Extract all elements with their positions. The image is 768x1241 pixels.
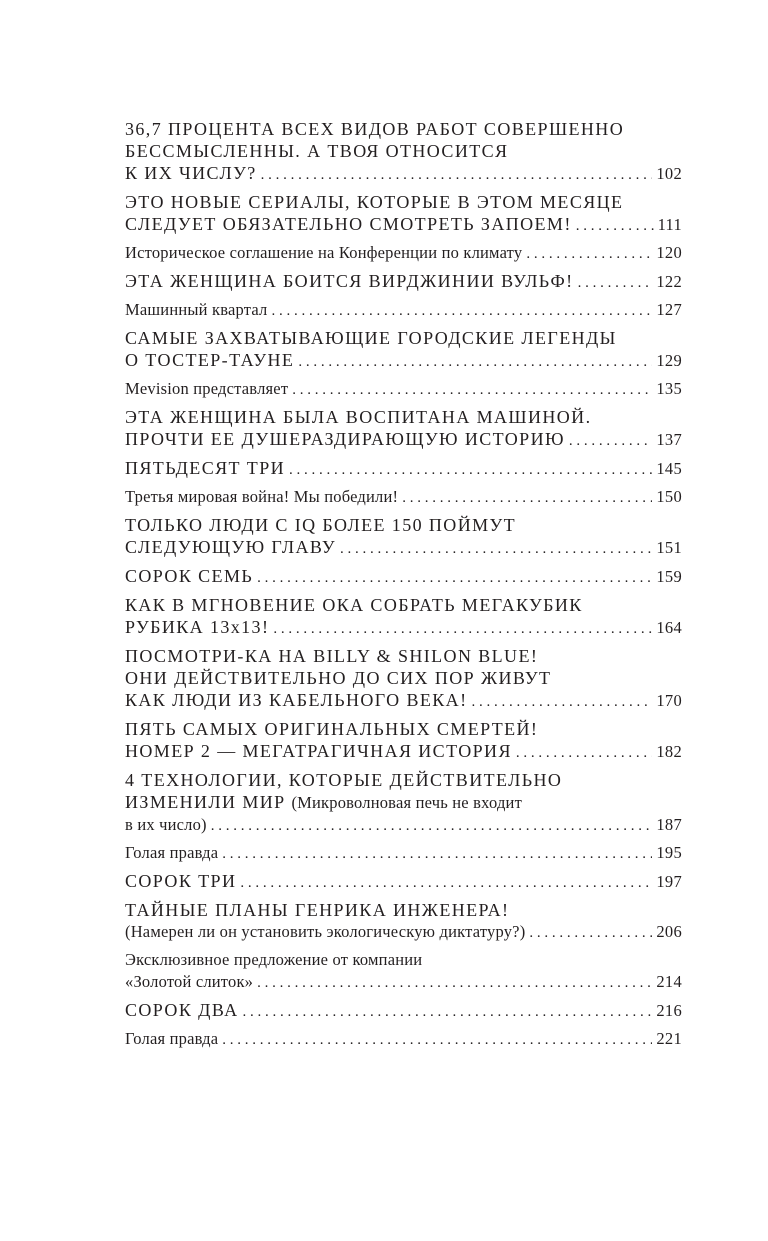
page-number: 150 [656,487,682,506]
page-number: 206 [656,922,682,941]
dot-leader [578,272,653,294]
entry-title-line: КАК В МГНОВЕНИЕ ОКА СОБРАТЬ МЕГАКУБИК [125,595,583,615]
dot-leader [257,567,652,589]
toc-entry[interactable] [125,406,682,452]
toc-entry[interactable] [125,645,682,713]
dot-leader [257,972,652,994]
entry-title-line: СОРОК ТРИ [125,871,237,891]
page-number: 129 [656,351,682,370]
entry-title-line: Голая правда [125,1029,219,1048]
dot-leader [261,164,653,186]
page-number: 120 [656,243,682,262]
entry-title-line: ПОСМОТРИ-КА НА BILLY & SHILON BLUE! [125,646,539,666]
page-number: 137 [656,430,682,449]
dot-leader [516,742,652,764]
entry-title-line: К ИХ ЧИСЛУ? [125,163,257,183]
toc-entry[interactable] [125,899,682,944]
toc-entry[interactable] [125,949,682,994]
dot-leader [222,1029,652,1051]
entry-title-line [125,791,682,814]
dot-leader [529,922,652,944]
page-number: 159 [656,567,682,586]
page-number: 195 [656,843,682,862]
dot-leader [272,300,653,322]
dot-leader [402,487,652,509]
entry-title-line: «Золотой слиток» [125,972,254,991]
toc-entry[interactable] [125,594,682,640]
entry-title-line: ПЯТЬДЕСЯТ ТРИ [125,458,286,478]
entry-title-line: САМЫЕ ЗАХВАТЫВАЮЩИЕ ГОРОДСКИЕ ЛЕГЕНДЫ [125,328,617,348]
dot-leader [298,351,652,373]
entry-title-line: СОРОК ДВА [125,1000,239,1020]
entry-title-line: Историческое соглашение на Конференции по климату [125,243,523,262]
entry-title-line: СЛЕДУЮЩУЮ ГЛАВУ [125,537,336,557]
entry-subtitle: в их число) [125,815,207,834]
entry-title-line: СЛЕДУЕТ ОБЯЗАТЕЛЬНО СМОТРЕТЬ ЗАПОЕМ! [125,214,572,234]
entry-title-line: ЭТА ЖЕНЩИНА БЫЛА ВОСПИТАНА МАШИНОЙ. [125,407,592,427]
page-number: 170 [656,691,682,710]
dot-leader [471,691,652,713]
toc-entry[interactable] [125,327,682,373]
dot-leader [340,538,652,560]
entry-title-line: 4 ТЕХНОЛОГИИ, КОТОРЫЕ ДЕЙСТВИТЕЛЬНО [125,770,563,790]
entry-title-line: СОРОК СЕМЬ [125,566,254,586]
page-number: 135 [656,379,682,398]
entry-subtitle: (Намерен ли он установить экологическую диктатуру?) [125,922,526,941]
dot-leader [222,843,652,865]
entry-title-line: ЭТА ЖЕНЩИНА БОИТСЯ ВИРДЖИНИИ ВУЛЬФ! [125,271,574,291]
entry-title-line: КАК ЛЮДИ ИЗ КАБЕЛЬНОГО ВЕКА! [125,690,468,710]
toc-entry[interactable] [125,999,682,1023]
page-number: 122 [656,272,682,291]
entry-title-line: ТАЙНЫЕ ПЛАНЫ ГЕНРИКА ИНЖЕНЕРА! [125,900,510,920]
entry-title-line: Эксклюзивное предложение от компании [125,950,423,969]
dot-leader [211,815,653,837]
entry-title-line: Голая правда [125,843,219,862]
entry-title-line: ЭТО НОВЫЕ СЕРИАЛЫ, КОТОРЫЕ В ЭТОМ МЕСЯЦЕ [125,192,624,212]
page-number: 214 [656,972,682,991]
entry-title-line: ПРОЧТИ ЕЕ ДУШЕРАЗДИРАЮЩУЮ ИСТОРИЮ [125,429,565,449]
page-number: 145 [656,459,682,478]
toc-entry[interactable] [125,565,682,589]
entry-title-line: Mevision представляет [125,379,289,398]
entry-title-line: НОМЕР 2 — МЕГАТРАГИЧНАЯ ИСТОРИЯ [125,741,512,761]
entry-title-line: БЕССМЫСЛЕННЫ. А ТВОЯ ОТНОСИТСЯ [125,141,509,161]
toc-entry[interactable] [125,191,682,237]
entry-title-line: РУБИКА 13x13! [125,617,270,637]
entry-title-line: Машинный квартал [125,300,268,319]
page-number: 111 [657,215,682,234]
toc-entry[interactable] [125,242,682,265]
toc-entry[interactable] [125,378,682,401]
toc-entry[interactable] [125,842,682,865]
toc-entry[interactable] [125,457,682,481]
dot-leader [243,1001,653,1023]
toc-entry[interactable] [125,486,682,509]
entry-title-line: ОНИ ДЕЙСТВИТЕЛЬНО ДО СИХ ПОР ЖИВУТ [125,668,552,688]
entry-title-line: Третья мировая война! Мы победили! [125,487,399,506]
dot-leader [576,215,654,237]
page-number: 182 [656,742,682,761]
page-number: 216 [656,1001,682,1020]
toc-entry[interactable] [125,118,682,186]
toc-entry[interactable] [125,299,682,322]
dot-leader [292,379,652,401]
dot-leader [240,872,652,894]
page-number: 127 [656,300,682,319]
entry-subtitle: (Микроволновая печь не входит [291,793,522,812]
page-number: 102 [656,164,682,183]
entry-title-line: ПЯТЬ САМЫХ ОРИГИНАЛЬНЫХ СМЕРТЕЙ! [125,719,539,739]
toc-entry[interactable] [125,270,682,294]
table-of-contents [125,118,682,1056]
page-number: 187 [656,815,682,834]
page-number: 151 [656,538,682,557]
dot-leader [526,243,652,265]
page-number: 221 [656,1029,682,1048]
entry-title-line: ТОЛЬКО ЛЮДИ С IQ БОЛЕЕ 150 ПОЙМУТ [125,515,517,535]
toc-entry[interactable] [125,769,682,837]
dot-leader [273,618,652,640]
toc-entry[interactable] [125,718,682,764]
toc-entry[interactable] [125,1028,682,1051]
entry-title-caps: ИЗМЕНИЛИ МИР [125,792,292,812]
toc-entry[interactable] [125,514,682,560]
dot-leader [289,459,652,481]
page-number: 197 [656,872,682,891]
dot-leader [569,430,652,452]
entry-title-line: 36,7 ПРОЦЕНТА ВСЕХ ВИДОВ РАБОТ СОВЕРШЕННО [125,119,625,139]
toc-entry[interactable] [125,870,682,894]
page-number: 164 [656,618,682,637]
entry-title-line: О ТОСТЕР-ТАУНЕ [125,350,295,370]
